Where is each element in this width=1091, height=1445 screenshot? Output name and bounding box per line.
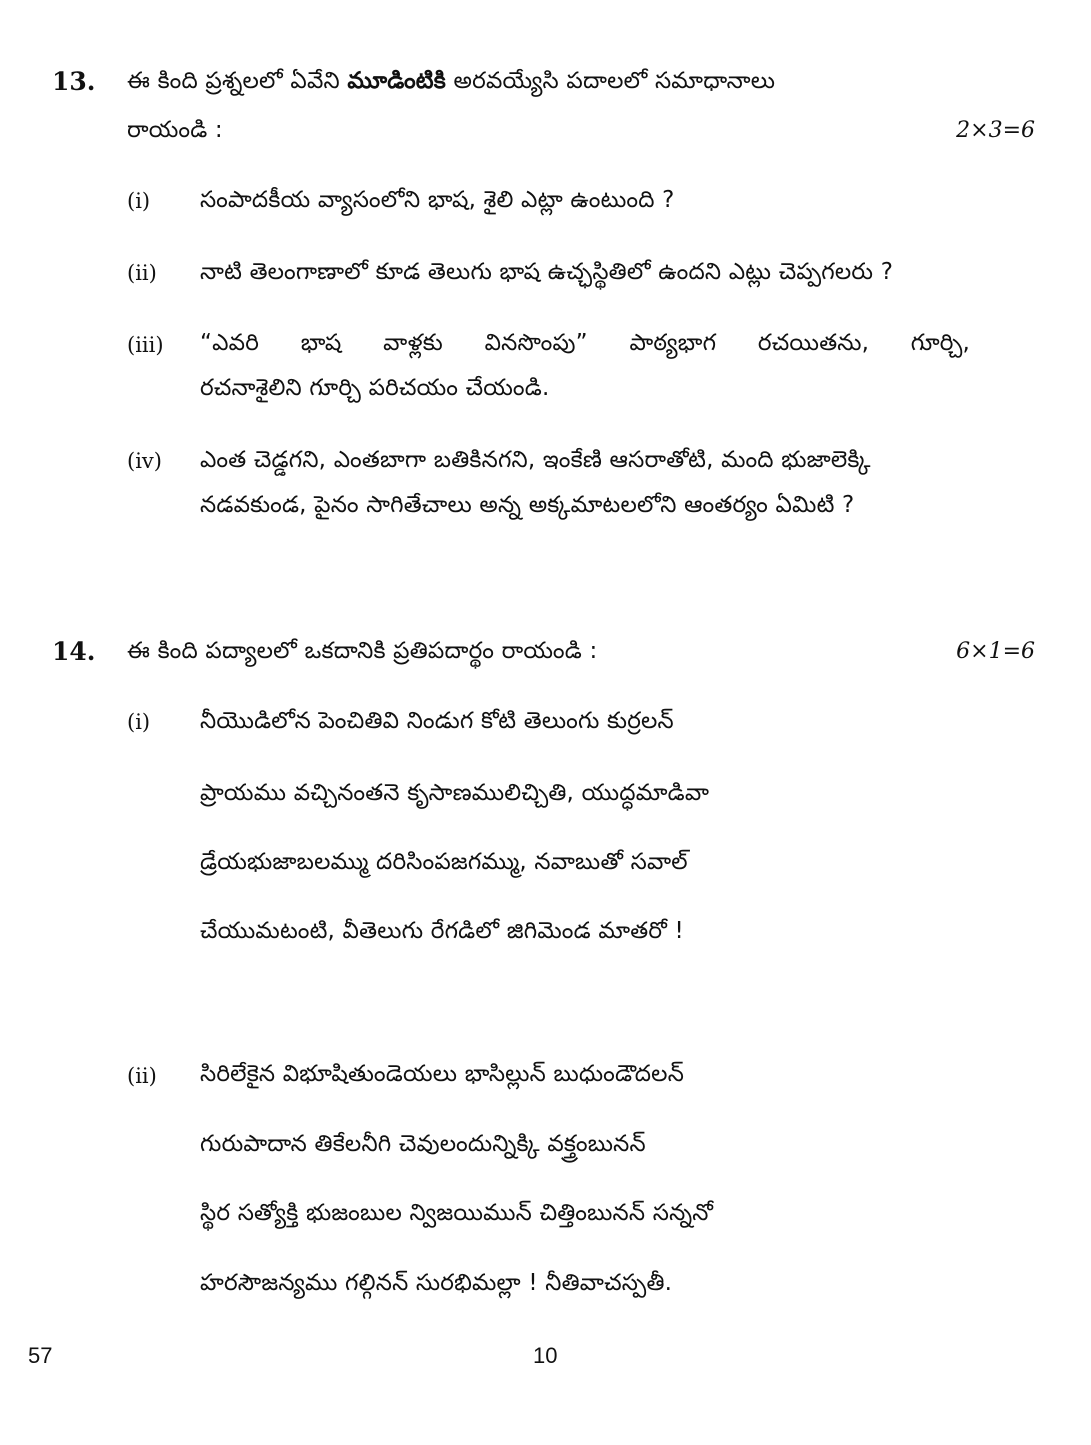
question-13-intro-line2: రాయండి : [127,117,223,143]
poem-line: స్థిర సత్యోక్తి భుజంబుల న్విజయిమున్ చిత్తింబునన్ సన్ననో [200,1200,714,1226]
question-13-intro-part2: అరవయ్యేసి పదాలలో సమాధానాలు [453,68,776,94]
question-13-number: 13. [52,67,96,96]
question-14-number: 14. [52,637,96,666]
poem-line: చేయుమటంటి, వీతెలుగు రేగడిలో జిగిమెండ మాతరో ! [200,918,684,944]
question-14-marks: 6×1=6 [956,639,1035,664]
poem-label: (ii) [127,1064,157,1088]
question-13-item-text: ఎంత చెడ్డగని, ఎంతబాగా బతికినగని, ఇంకేణి ఆసరాతోటి, మంది భుజాలెక్కి [200,447,871,473]
page-number: 10 [533,1343,558,1368]
question-13-item-text: రచనాశైలిని గూర్చి పరిచయం చేయండి. [200,375,550,401]
question-13-intro [127,68,775,100]
question-13-item-text: నడవకుండ, పైనం సాగితేచాలు అన్న అక్కమాటలలోని ఆంతర్యం ఏమిటి ? [200,492,855,518]
question-13-item-text: “ఎవరి భాష వాళ్లకు వినసొంపు” పాఠ్యభాగ రచయితను, గూర్చి, [200,330,970,356]
poem-line: డ్రేయభుజాబలమ్ము దరిసింపజగమ్ము, నవాబుతో సవాల్ [200,849,688,875]
poem-line: ప్రాయము వచ్చినంతనె కృసాణములిచ్చితి, యుద్ధమాడివా [200,780,710,806]
question-13-intro-bold: మూడింటికి [347,68,446,94]
question-13-item-label: (iv) [127,449,162,473]
question-13-item-label: (iii) [127,333,164,357]
question-13-item-label: (ii) [127,261,157,285]
question-13-item-text: నాటి తెలంగాణాలో కూడ తెలుగు భాష ఉచ్ఛస్థితిలో ఉందని ఎట్లు చెప్పగలరు ? [200,259,894,285]
question-13-intro-part1: ఈ కింది ప్రశ్నలలో ఏవేని [127,68,340,94]
question-14-intro: ఈ కింది పద్యాలలో ఒకదానికి ప్రతిపదార్థం రాయండి : [127,638,598,664]
question-13-item-label: (i) [127,189,151,213]
poem-line: నీయొడిలోన పెంచితివి నిండుగ కోటి తెలుంగు కుర్రలన్ [200,708,674,734]
poem-line: సిరిలేకైన విభూషితుండెయలు భాసిల్లున్ బుధుండౌదలన్ [200,1061,685,1087]
poem-line: హరసౌజన్యము గల్గినన్ సురభిమల్లా ! నీతివాచస్పతీ. [200,1270,673,1296]
poem-label: (i) [127,710,151,734]
question-13-marks: 2×3=6 [956,118,1035,143]
question-13-item-text: సంపాదకీయ వ్యాసంలోని భాష, శైలి ఎట్లా ఉంటుంది ? [200,187,675,213]
paper-code: 57 [28,1343,53,1368]
poem-line: గురుపాదాన తికేలనీగి చెవులందున్నిక్కి వక్త్రంబునన్ [200,1131,646,1157]
